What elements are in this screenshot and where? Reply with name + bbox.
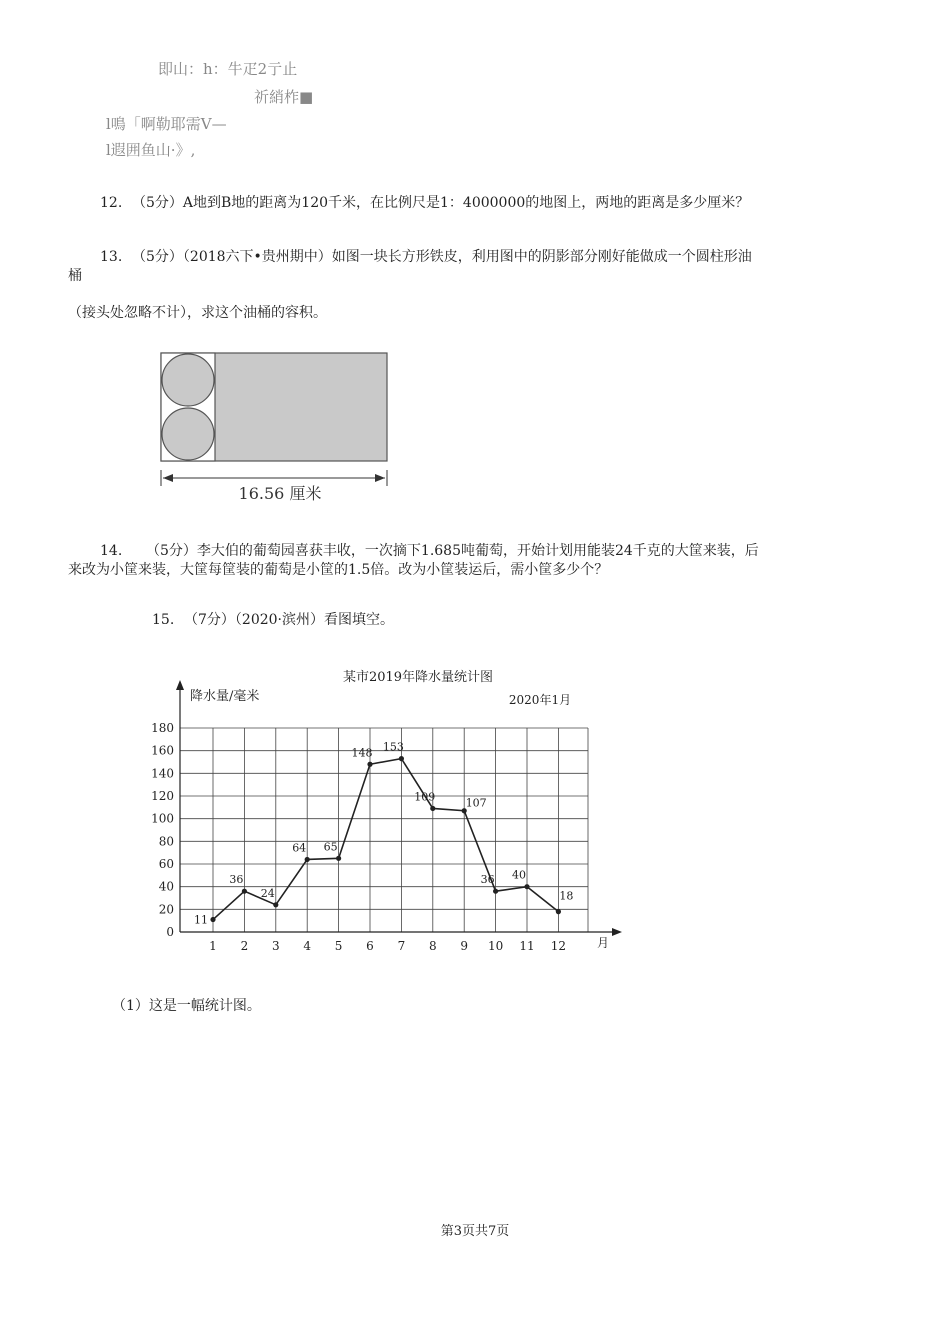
data-label: 65: [323, 840, 338, 854]
x-tick-label: 2: [240, 939, 249, 953]
data-label: 109: [414, 790, 436, 804]
question-12-number: 12.: [100, 195, 123, 211]
x-tick-labels: [209, 939, 566, 953]
data-point: [273, 902, 278, 907]
garbled-line-1: 即山：h：牛疋2亍止: [158, 60, 298, 78]
y-tick-label: 160: [151, 743, 174, 758]
question-15-number: 15.: [152, 612, 175, 628]
chart-title: 某市2019年降水量统计图: [342, 670, 494, 685]
y-tick-label: 80: [158, 834, 174, 849]
x-tick-label: 7: [397, 939, 406, 953]
chart-axes: [176, 680, 622, 936]
x-tick-label: 3: [271, 939, 280, 953]
question-15-text: （7分）（2020·滨州）看图填空。: [184, 612, 394, 628]
data-point: [524, 884, 529, 889]
top-circle: [162, 354, 214, 406]
y-axis-arrow-icon: [176, 680, 184, 690]
sheet-figure: [155, 348, 395, 508]
data-label: 148: [351, 746, 373, 760]
y-tick-label: 100: [151, 811, 174, 826]
y-axis-label: 降水量/毫米: [190, 689, 260, 704]
question-13-number: 13.: [100, 249, 123, 265]
y-tick-label: 180: [151, 721, 174, 735]
data-point: [430, 806, 435, 811]
x-tick-label: 10: [487, 939, 504, 953]
question-12-text: （5分）A地到B地的距离为120千米，在比例尺是1：4000000的地图上，两地的距离是多少厘米？: [132, 195, 750, 211]
data-point: [399, 756, 404, 761]
x-tick-label: 8: [428, 939, 437, 953]
x-axis-label: 月: [597, 936, 610, 950]
data-label: 153: [382, 740, 404, 754]
data-label: 24: [260, 886, 275, 900]
data-point: [336, 856, 341, 861]
data-label: 36: [480, 873, 495, 887]
y-tick-label: 40: [158, 879, 174, 894]
garbled-line-4: l遐囲鱼山·》,: [106, 141, 196, 159]
question-13-line2: （接头处忽略不计），求这个油桶的容积。: [68, 305, 327, 321]
y-tick-label: 20: [158, 902, 174, 917]
question-14-number: 14.: [100, 543, 123, 559]
data-point: [305, 857, 310, 862]
data-labels: [194, 741, 573, 927]
y-tick-label: 0: [166, 925, 174, 939]
x-tick-label: 11: [519, 939, 535, 953]
garbled-line-3: l鳴「啊勒耶需V—: [106, 115, 227, 133]
rainfall-line-chart: [150, 660, 640, 960]
data-label: 64: [292, 841, 307, 855]
sub-question-1: （1）这是一幅统计图。: [112, 998, 261, 1014]
data-point: [210, 917, 215, 922]
x-tick-label: 6: [366, 939, 374, 953]
arrow-left-icon: [163, 474, 173, 482]
x-tick-label: 5: [334, 939, 343, 953]
data-label: 36: [229, 873, 244, 887]
question-13-line1b: 桶: [68, 268, 82, 284]
y-tick-label: 140: [151, 766, 174, 781]
arrow-right-icon: [375, 474, 385, 482]
data-label: 107: [465, 796, 487, 810]
question-13-line1: （5分）（2018六下•贵州期中）如图一块长方形铁皮，利用图中的阴影部分刚好能做成一个圆柱形油: [132, 249, 752, 265]
data-point: [367, 762, 372, 767]
garbled-line-2: 祈綃柞■: [254, 88, 314, 106]
x-axis-arrow-icon: [612, 928, 622, 936]
y-tick-labels: [151, 721, 174, 939]
y-tick-label: 120: [151, 789, 174, 803]
x-tick-label: 1: [209, 939, 217, 953]
question-14-line1: （5分）李大伯的葡萄园喜获丰收，一次摘下1.685吨葡萄，开始计划用能装24千克的大筐来装，后: [146, 543, 759, 559]
question-14-line2: 来改为小筐来装，大筐每筐装的葡萄是小筐的1.5倍。改为小筐装运后，需小筐多少个？: [68, 562, 609, 578]
y-tick-label: 60: [158, 857, 174, 871]
page-footer: 第3页共7页: [440, 1224, 510, 1239]
x-tick-label: 12: [550, 939, 567, 953]
x-tick-label: 9: [460, 939, 469, 953]
data-label: 11: [194, 913, 208, 927]
data-label: 18: [559, 889, 574, 903]
data-point: [242, 889, 247, 894]
bottom-circle: [162, 408, 214, 460]
dimension-label: 16.56 厘米: [238, 484, 322, 503]
data-point: [556, 909, 561, 914]
chart-subtitle: 2020年1月: [508, 693, 572, 707]
chart-grid: [180, 728, 588, 932]
data-point: [493, 889, 498, 894]
data-label: 40: [512, 868, 526, 882]
x-tick-label: 4: [303, 939, 312, 953]
